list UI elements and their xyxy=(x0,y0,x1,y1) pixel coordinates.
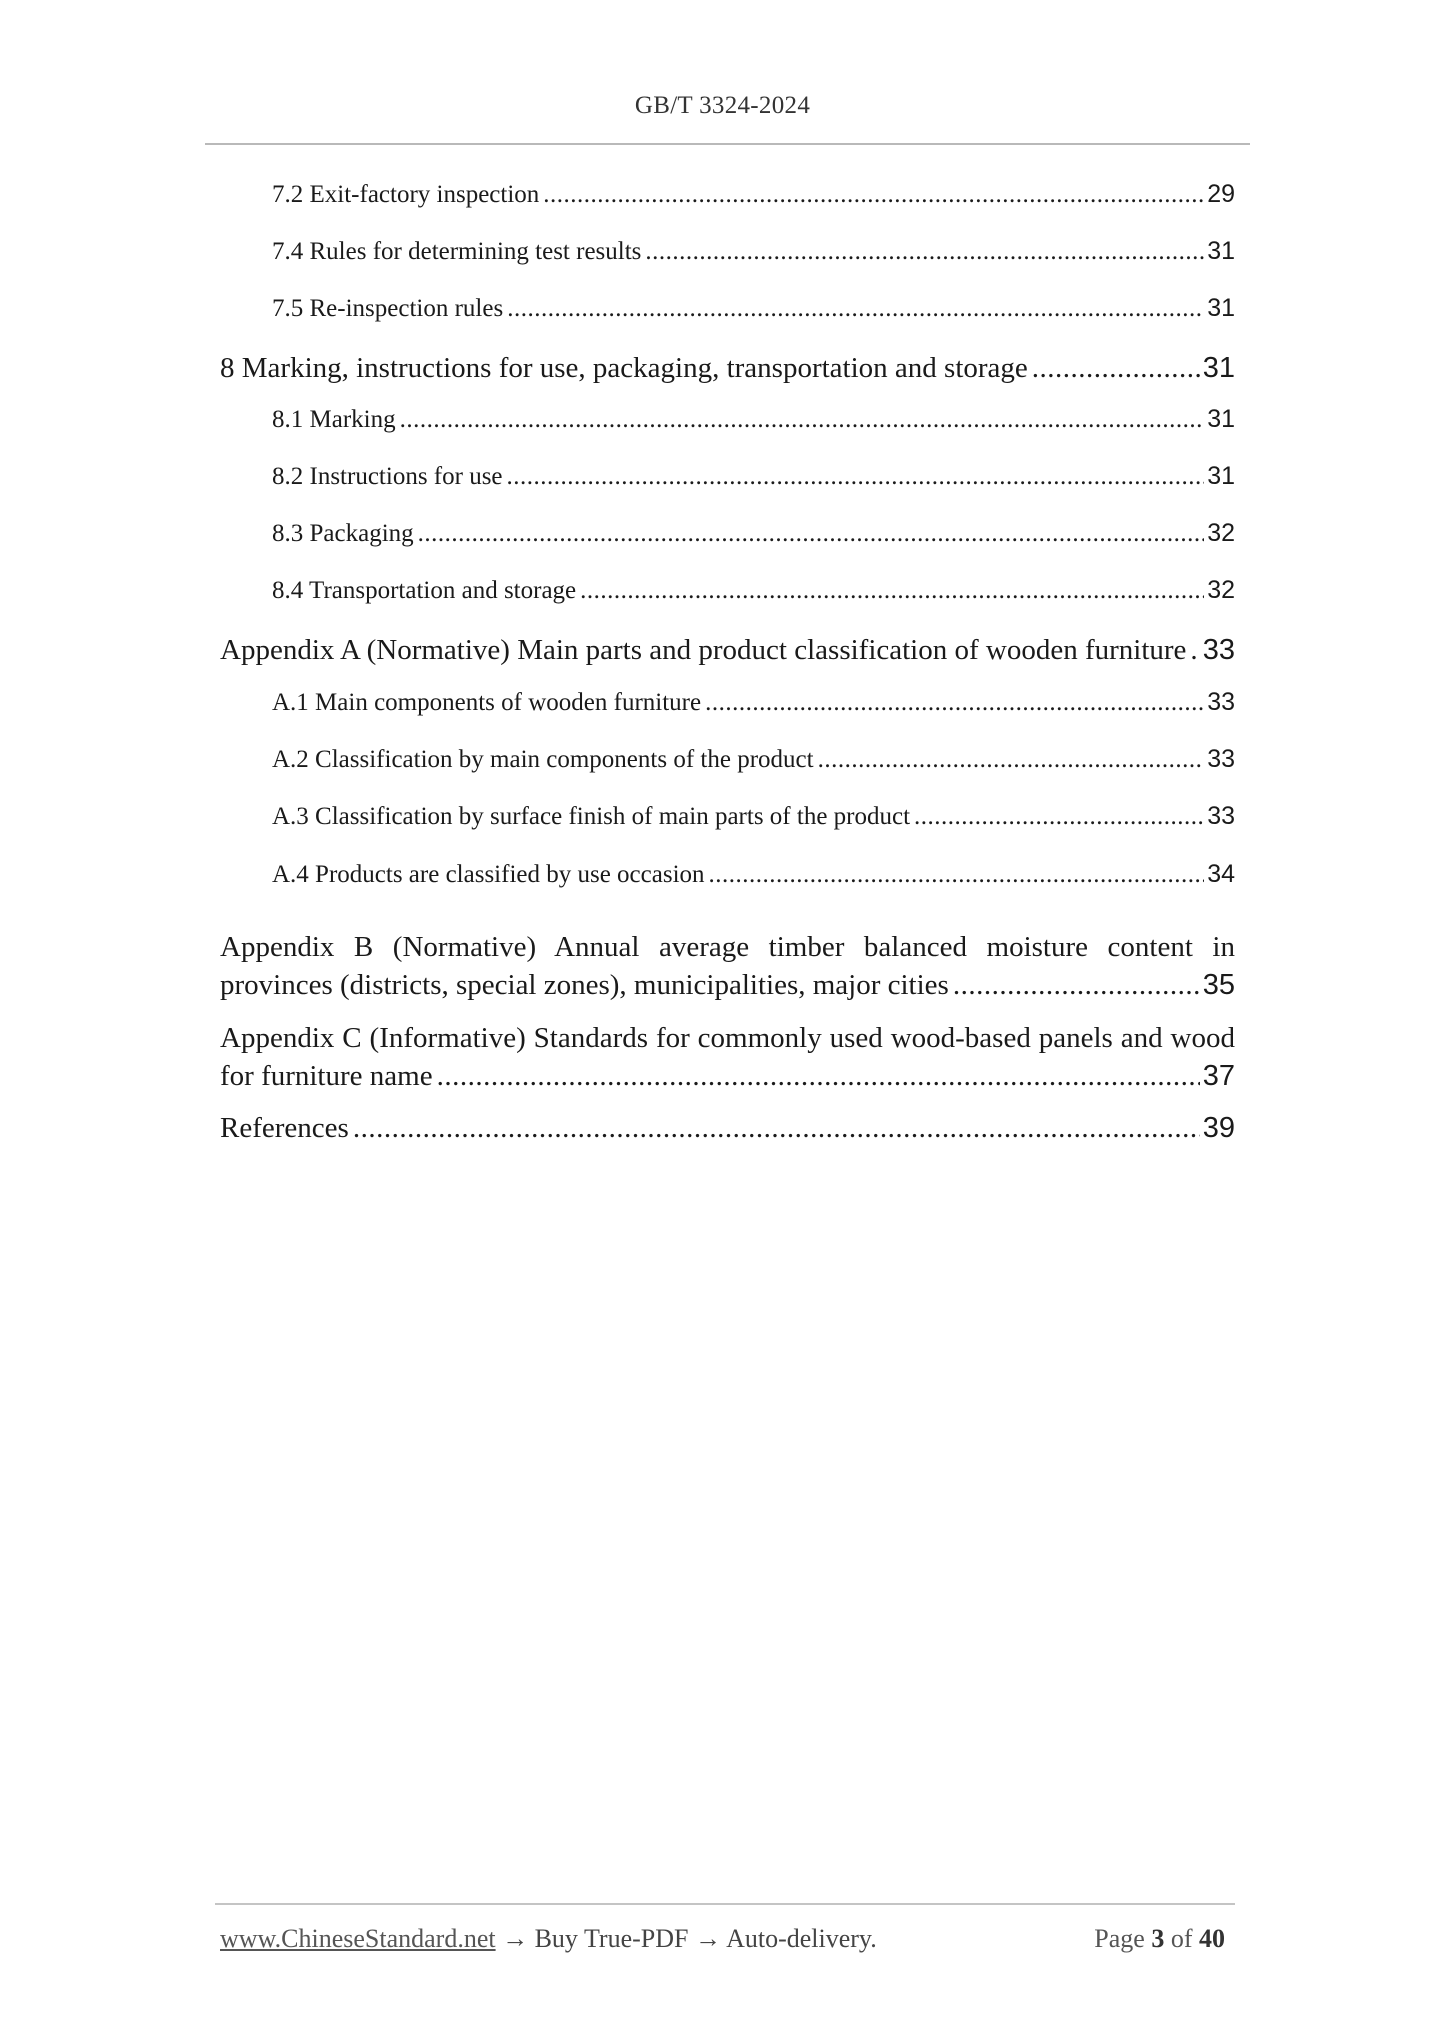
toc-entry-title: Appendix A (Normative) Main parts and product classification of wooden furniture xyxy=(220,634,1187,666)
toc-entry-7-4[interactable] xyxy=(272,237,1235,266)
toc-entry-a-1[interactable] xyxy=(272,688,1235,717)
toc-entry-title: 8.3 Packaging xyxy=(272,520,414,547)
toc-entry-8-3[interactable] xyxy=(272,519,1235,548)
auto-delivery-text: Auto-delivery. xyxy=(726,1924,877,1953)
toc-entry-title: A.4 Products are classified by use occasion xyxy=(272,861,705,888)
page-of-label: of xyxy=(1170,1924,1193,1953)
toc-entry-7-2[interactable] xyxy=(272,180,1235,209)
toc-entry-title: 7.4 Rules for determining test results xyxy=(272,238,642,265)
toc-entry-title-line-2-row xyxy=(220,966,1235,1004)
toc-entry-appendix-b[interactable] xyxy=(220,928,1235,1004)
toc-entry-page: 33 xyxy=(1207,745,1235,773)
footer-promo xyxy=(220,1924,877,1954)
toc-entry-appendix-a[interactable] xyxy=(220,634,1235,667)
toc-entry-title-line-2: provinces (districts, special zones), municipalities, major cities xyxy=(220,969,949,1001)
toc-entry-appendix-c[interactable] xyxy=(220,1019,1235,1095)
toc-entry-page: 29 xyxy=(1207,180,1235,208)
toc-entry-a-3[interactable] xyxy=(272,802,1235,831)
dot-leader xyxy=(400,406,1205,434)
buy-true-pdf-text: Buy True-PDF xyxy=(534,1924,689,1953)
toc-entry-title: 8.4 Transportation and storage xyxy=(272,577,577,604)
toc-entry-page: 39 xyxy=(1202,1112,1235,1144)
dot-leader xyxy=(580,577,1204,605)
dot-leader xyxy=(709,861,1205,889)
toc-entry-title-line-2: for furniture name xyxy=(220,1060,433,1092)
toc-entry-title: References xyxy=(220,1112,349,1144)
arrow-right-icon: → xyxy=(695,1924,721,1953)
toc-entry-page: 32 xyxy=(1207,576,1235,604)
dot-leader xyxy=(507,295,1204,323)
dot-leader xyxy=(418,520,1205,548)
toc-entry-page: 35 xyxy=(1202,969,1235,1001)
toc-entry-title: 7.2 Exit-factory inspection xyxy=(272,181,540,208)
dot-leader xyxy=(543,181,1204,209)
dot-leader xyxy=(1032,352,1200,385)
toc-entry-title: A.3 Classification by surface finish of main parts of the product xyxy=(272,803,911,830)
toc-entry-page: 34 xyxy=(1207,860,1235,888)
toc-entry-title: 8 Marking, instructions for use, packaging, transportation and storage xyxy=(220,352,1028,384)
page-indicator xyxy=(1094,1924,1225,1954)
dot-leader xyxy=(953,966,1200,1004)
toc-entry-title: A.1 Main components of wooden furniture xyxy=(272,689,702,716)
toc-entry-page: 33 xyxy=(1202,634,1235,666)
page-current: 3 xyxy=(1151,1924,1165,1953)
toc-entry-title: 8.2 Instructions for use xyxy=(272,463,503,490)
toc-entry-title: 7.5 Re-inspection rules xyxy=(272,295,504,322)
site-link[interactable]: www.ChineseStandard.net xyxy=(220,1924,496,1953)
toc-entry-page: 33 xyxy=(1207,688,1235,716)
toc-entry-title-line-1: Appendix C (Informative) Standards for commonly used wood-based panels and wood xyxy=(220,1022,1235,1054)
dot-leader xyxy=(914,803,1204,831)
dot-leader xyxy=(1190,634,1199,667)
toc-entry-page: 31 xyxy=(1207,405,1235,433)
dot-leader xyxy=(705,689,1204,717)
dot-leader xyxy=(818,746,1205,774)
toc-entry-title-line-1: Appendix B (Normative) Annual average timber balanced moisture content in xyxy=(220,931,1235,963)
arrow-right-icon: → xyxy=(502,1924,529,1953)
toc-entry-a-4[interactable] xyxy=(272,860,1235,889)
toc-entry-references[interactable] xyxy=(220,1112,1235,1145)
toc-entry-title: 8.1 Marking xyxy=(272,406,396,433)
toc-entry-page: 31 xyxy=(1207,237,1235,265)
toc-entry-page: 32 xyxy=(1207,519,1235,547)
page-total: 40 xyxy=(1199,1924,1225,1953)
toc-entry-8-2[interactable] xyxy=(272,462,1235,491)
dot-leader xyxy=(507,463,1205,491)
toc-entry-title-line-2-row xyxy=(220,1057,1235,1095)
header-divider xyxy=(205,143,1250,145)
page-label: Page xyxy=(1094,1924,1145,1953)
toc-entry-page: 37 xyxy=(1202,1060,1235,1092)
toc-entry-page: 31 xyxy=(1207,294,1235,322)
dot-leader xyxy=(437,1057,1200,1095)
toc-entry-page: 33 xyxy=(1207,802,1235,830)
running-header: GB/T 3324-2024 xyxy=(634,92,811,119)
toc-entry-title: A.2 Classification by main components of the product xyxy=(272,746,814,773)
toc-entry-8-4[interactable] xyxy=(272,576,1235,605)
dot-leader xyxy=(645,238,1204,266)
toc-entry-page: 31 xyxy=(1202,352,1235,384)
dot-leader xyxy=(353,1112,1200,1145)
toc-entry-7-5[interactable] xyxy=(272,294,1235,323)
toc-entry-a-2[interactable] xyxy=(272,745,1235,774)
footer-divider xyxy=(215,1903,1235,1905)
toc-entry-8[interactable] xyxy=(220,352,1235,385)
toc-entry-8-1[interactable] xyxy=(272,405,1235,434)
toc-entry-page: 31 xyxy=(1207,462,1235,490)
